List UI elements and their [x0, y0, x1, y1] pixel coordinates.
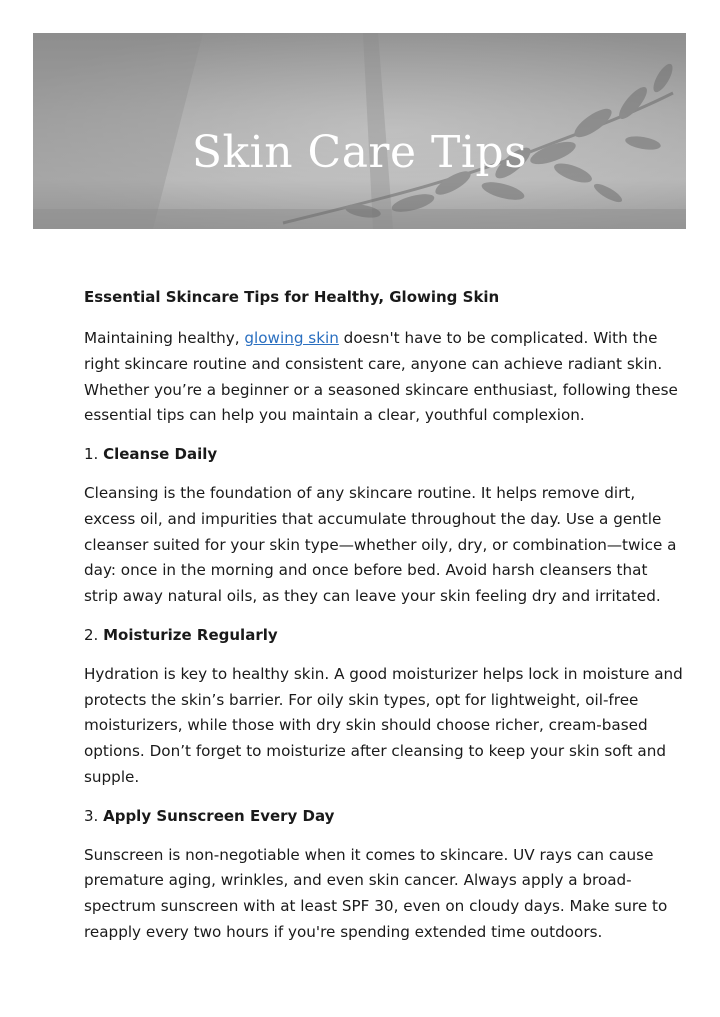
glowing-skin-link[interactable]: glowing skin — [244, 329, 339, 347]
tip-body-3: Sunscreen is non-negotiable when it comes to skincare. UV rays can cause premature aging, wrinkles, and even skin cancer. Always apply a broad-spectrum sunscreen with at least SPF 30, even on cloudy days. Make sure to reapply every two hours if you're spending extended time outdoors. — [84, 845, 668, 941]
intro-text-end: doesn't have to be complicated. With the right skincare routine and consistent care, anyone can achieve radiant skin. Whether you’re a beginner or a seasoned skincare enthusiast, following these essential tips can help you maintain a clear, youthful complexion. — [84, 329, 678, 425]
tip-title: Apply Sunscreen Every Day — [103, 806, 335, 825]
tip-number: 2. — [84, 625, 104, 644]
tip-title: Cleanse Daily — [103, 445, 218, 464]
intro-text-start: Maintaining healthy, — [84, 329, 245, 347]
intro-paragraph — [84, 326, 684, 429]
tip-title: Moisturize Regularly — [103, 625, 278, 644]
header-banner — [33, 33, 686, 229]
tip-heading-2 — [84, 623, 684, 649]
banner-title: Skin Care Tips — [191, 127, 528, 178]
tip-body-1: Cleansing is the foundation of any skincare routine. It helps remove dirt, excess oil, and impurities that accumulate throughout the day. Use a gentle cleanser suited for your skin type—whether oily, dry, or combination—twice a day: once in the morning and once before bed. Avoid harsh cleansers that strip away natural oils, as they can leave your skin feeling dry and irritated. — [84, 483, 677, 606]
tip-heading-1 — [84, 442, 684, 468]
article-body — [84, 284, 684, 959]
tip-number: 3. — [84, 806, 104, 825]
tip-heading-3 — [84, 804, 684, 830]
tip-body-2: Hydration is key to healthy skin. A good moisturizer helps lock in moisture and protects the skin’s barrier. For oily skin types, opt for lightweight, oil-free moisturizers, while those with dry skin should choose richer, cream-based options. Don’t forget to moisturize after cleansing to keep your skin soft and supple. — [84, 664, 683, 786]
article-heading: Essential Skincare Tips for Healthy, Glowing Skin — [84, 288, 500, 306]
tip-number: 1. — [84, 445, 104, 464]
